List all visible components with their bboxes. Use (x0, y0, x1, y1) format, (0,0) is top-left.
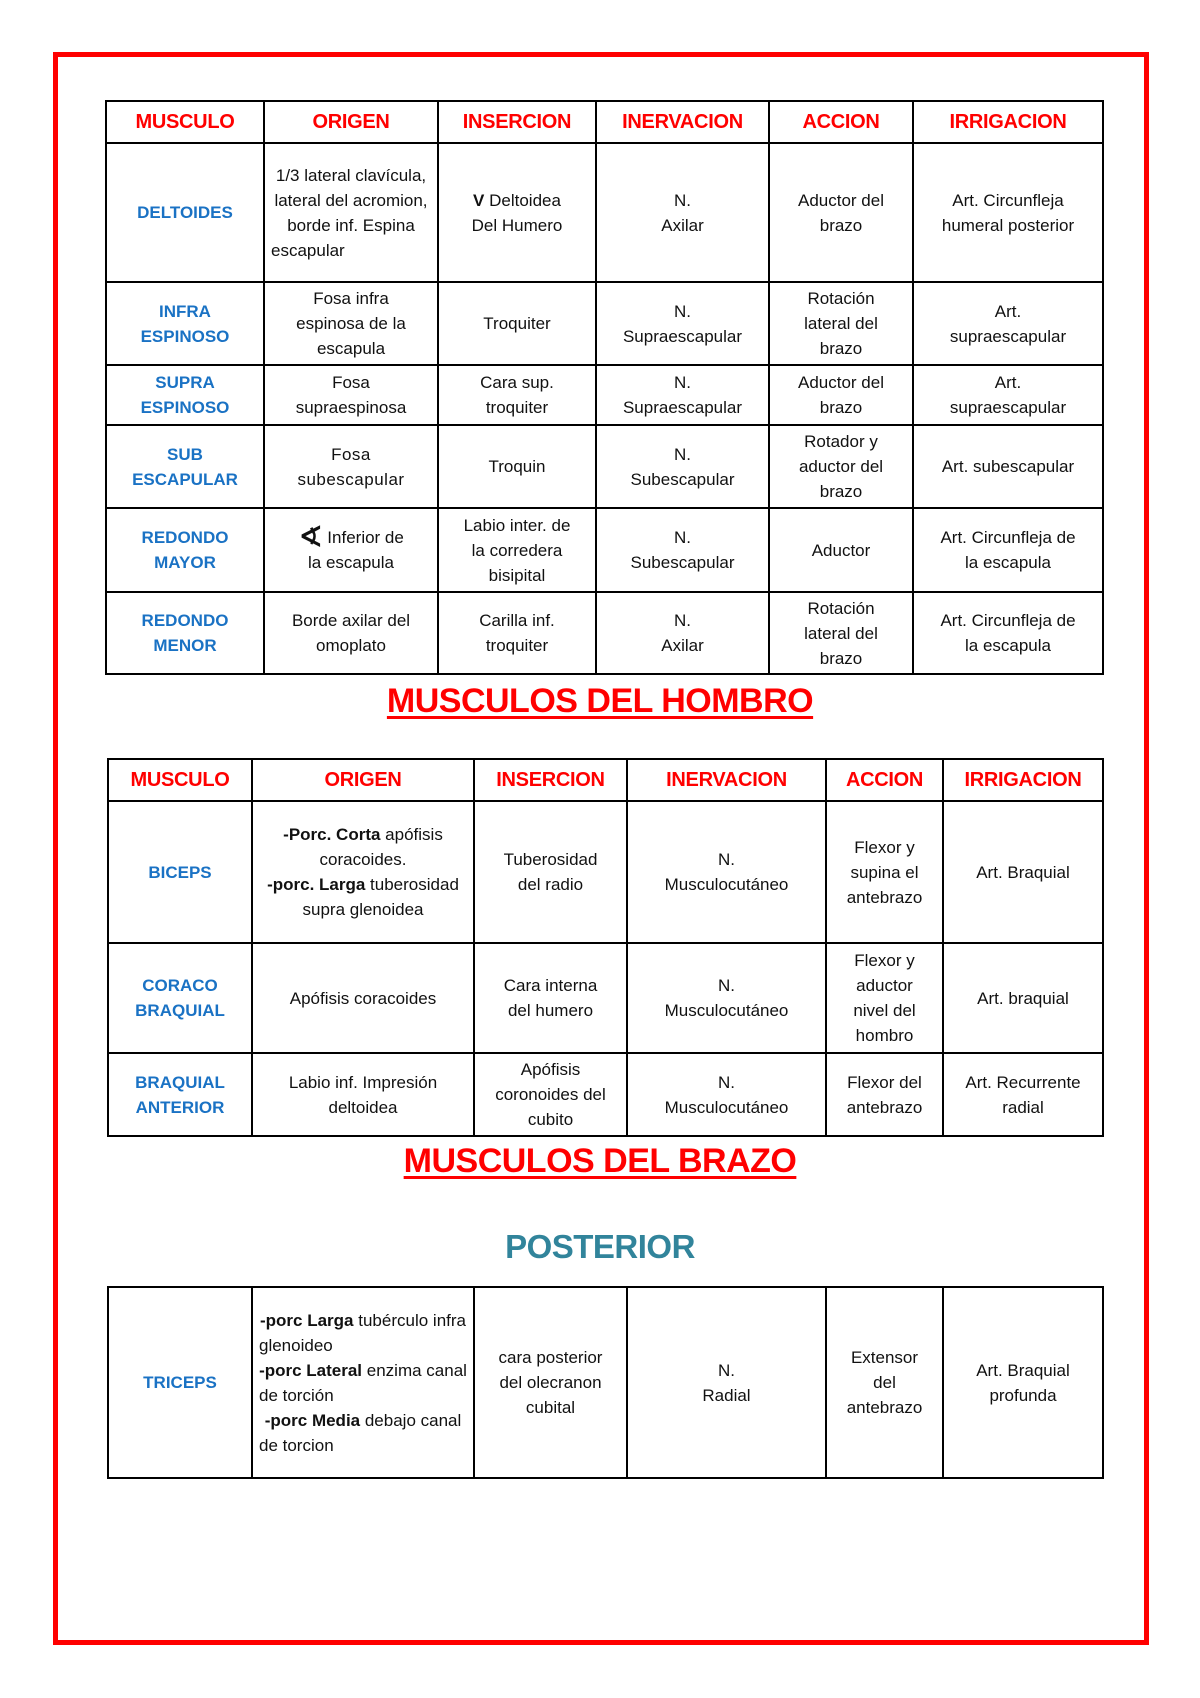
table-row (108, 943, 1103, 1053)
irrigation-cell (913, 365, 1103, 425)
origin-line: Fosa infra (313, 289, 389, 308)
insertion-line: Deltoidea (489, 190, 561, 210)
action-cell (826, 801, 943, 943)
origin-cell (264, 508, 438, 592)
irrigation-cell (913, 282, 1103, 365)
muscle-name (108, 943, 252, 1053)
origin-cell (252, 1053, 474, 1136)
innervation-line: N. (718, 850, 735, 869)
origin-line: escapula (316, 339, 386, 358)
muscle-name-line: REDONDO (141, 611, 229, 630)
insertion-line: troquiter (485, 636, 549, 655)
innervation-line: N. (674, 528, 691, 547)
action-cell (769, 143, 913, 282)
table-header-row (108, 759, 1103, 801)
section-title-text: MUSCULOS DEL HOMBRO (386, 682, 814, 720)
origin-line: Fosa (331, 444, 371, 464)
action-line: Flexor del (847, 1072, 922, 1092)
innervation-cell (596, 592, 769, 674)
action-line: Rotación (807, 598, 875, 618)
innervation-cell (596, 365, 769, 425)
insertion-cell (438, 365, 596, 425)
insertion-cell (438, 592, 596, 674)
innervation-line: N. (718, 1072, 735, 1092)
irrigation-cell: Art. Braquial (943, 801, 1103, 943)
muscle-name (106, 425, 264, 508)
irrigation-cell: Art. braquial (943, 943, 1103, 1053)
muscle-name: TRICEPS (108, 1287, 252, 1478)
header-musculo: MUSCULO (106, 101, 264, 143)
innervation-line: N. (674, 190, 691, 210)
table-row (108, 1287, 1103, 1478)
innervation-cell (627, 1053, 826, 1136)
action-line: nivel del (853, 1001, 916, 1020)
origin-line: supraespinosa (295, 398, 407, 417)
shoulder-muscles-table (105, 100, 1104, 675)
muscle-name-line: ESPINOSO (140, 326, 230, 346)
action-line: antebrazo (846, 1398, 923, 1417)
insertion-line: cubital (525, 1398, 576, 1417)
action-line: brazo (819, 648, 863, 668)
action-line: lateral del (804, 623, 878, 643)
innervation-line: N. (674, 373, 691, 392)
table-row (106, 365, 1103, 425)
irrigation-cell (943, 1287, 1103, 1478)
angle-icon: ∢ (298, 521, 324, 554)
header-irrigacion: IRRIGACION (943, 759, 1103, 801)
innervation-line: N. (674, 444, 691, 464)
insertion-cell (438, 143, 596, 282)
insertion-line: Carilla inf. (479, 611, 555, 630)
origin-bold: -Porc. Corta (283, 825, 381, 844)
action-line: brazo (819, 215, 863, 235)
irrigation-line: supraescapular (949, 326, 1067, 346)
header-musculo: MUSCULO (108, 759, 252, 801)
origin-line: deltoidea (328, 1097, 398, 1117)
irrigation-cell (913, 143, 1103, 282)
origin-cell (264, 282, 438, 365)
innervation-line: Supraescapular (622, 398, 743, 417)
innervation-cell (627, 801, 826, 943)
innervation-cell (596, 508, 769, 592)
insertion-cell (474, 1053, 627, 1136)
muscle-name (106, 592, 264, 674)
irrigation-line: radial (1002, 1097, 1044, 1117)
table-row (108, 1053, 1103, 1136)
insertion-cell: Troquin (438, 425, 596, 508)
section-title-arm (0, 1142, 1200, 1181)
origin-text: apófisis coracoides. (319, 825, 443, 869)
muscle-name-line: CORACO (142, 976, 218, 995)
irrigation-line: Art. (994, 373, 1022, 392)
irrigation-line: profunda (989, 1385, 1057, 1405)
muscle-name-line: ANTERIOR (135, 1097, 225, 1117)
origin-line: espinosa de la (296, 314, 406, 333)
irrigation-line: Art. Braquial (976, 1360, 1070, 1380)
action-line: antebrazo (846, 1097, 923, 1117)
innervation-cell (596, 143, 769, 282)
origin-line: la escapula (307, 553, 394, 572)
muscle-name-line: SUPRA (155, 373, 215, 392)
action-cell (769, 425, 913, 508)
innervation-line: Musculocutáneo (664, 875, 789, 894)
insertion-cell (474, 1287, 627, 1478)
irrigation-line: la escapula (964, 553, 1051, 572)
origin-line: Inferior de (327, 528, 404, 547)
action-line: lateral del (804, 314, 878, 333)
origin-cell (252, 801, 474, 943)
header-accion: ACCION (769, 101, 913, 143)
action-line: antebrazo (846, 887, 923, 907)
action-cell (826, 1287, 943, 1478)
insertion-line: bisipital (488, 565, 546, 585)
muscle-name-line: BRAQUIAL (135, 1001, 225, 1020)
action-line: hombro (855, 1026, 914, 1045)
origin-text: tuberosidad supra glenoidea (302, 875, 459, 919)
action-line: supina el (850, 862, 919, 882)
insertion-line: Apófisis (520, 1060, 581, 1079)
action-line: brazo (819, 339, 863, 358)
table-row (106, 592, 1103, 674)
action-cell (826, 943, 943, 1053)
muscle-name (106, 508, 264, 592)
muscle-name (108, 1053, 252, 1136)
insertion-line: Cara sup. (480, 373, 554, 392)
header-insercion: INSERCION (438, 101, 596, 143)
header-inervacion: INERVACION (596, 101, 769, 143)
muscle-name-line: BRAQUIAL (135, 1072, 225, 1092)
insertion-line: del radio (517, 875, 584, 894)
muscle-name-line: MENOR (153, 636, 217, 655)
muscle-name-line: REDONDO (141, 528, 229, 547)
action-line: brazo (819, 398, 863, 417)
muscle-name-line: ESPINOSO (140, 398, 230, 417)
action-line: aductor (856, 976, 913, 995)
origin-text: debajo canal de torcion (259, 1410, 462, 1455)
innervation-line: N. (674, 611, 691, 630)
innervation-line: Musculocutáneo (664, 1001, 789, 1020)
origin-line: omoplato (316, 636, 386, 655)
origin-bold: -porc Media (264, 1410, 361, 1430)
action-line: Aductor del (798, 373, 884, 392)
muscle-name-line: ESCAPULAR (132, 469, 238, 489)
origin-cell (264, 592, 438, 674)
action-cell (769, 592, 913, 674)
action-cell: Aductor (769, 508, 913, 592)
section-title-text: MUSCULOS DEL BRAZO (403, 1142, 797, 1180)
irrigation-line: Art. Circunfleja (952, 190, 1064, 210)
header-inervacion: INERVACION (627, 759, 826, 801)
origin-cell (252, 1287, 474, 1478)
insertion-line: Del Humero (471, 215, 563, 235)
insertion-line: la corredera (471, 540, 563, 560)
table-row (106, 425, 1103, 508)
section-title-shoulder (0, 682, 1200, 721)
muscle-name (106, 282, 264, 365)
irrigation-line: Art. (994, 301, 1022, 321)
irrigation-cell (913, 508, 1103, 592)
irrigation-cell (913, 592, 1103, 674)
action-cell (769, 365, 913, 425)
action-line: aductor del (798, 457, 884, 476)
insertion-cell (474, 801, 627, 943)
header-insercion: INSERCION (474, 759, 627, 801)
action-line: Rotador y (804, 432, 878, 451)
arm-muscles-table (107, 758, 1104, 1137)
table-row (106, 508, 1103, 592)
table-header-row (106, 101, 1103, 143)
origin-line: subescapular (297, 469, 405, 489)
action-cell (769, 282, 913, 365)
muscle-name (106, 143, 264, 282)
origin-text: tubérculo infra glenoideo (259, 1310, 466, 1355)
irrigation-cell (943, 1053, 1103, 1136)
header-origen: ORIGEN (264, 101, 438, 143)
posterior-muscles-table (107, 1286, 1104, 1479)
origin-bold: -porc Lateral (259, 1360, 363, 1380)
muscle-name-line: SUB (167, 444, 203, 464)
irrigation-line: Art. Circunfleja de (940, 611, 1076, 630)
insertion-bold: V (473, 190, 485, 210)
origin-cell: Apófisis coracoides (252, 943, 474, 1053)
action-line: Rotación (807, 289, 875, 308)
origin-line: Labio inf. Impresión (288, 1072, 438, 1092)
innervation-line: Axilar (661, 636, 704, 655)
innervation-line: Axilar (661, 215, 704, 235)
origin-cell (264, 425, 438, 508)
innervation-cell (596, 282, 769, 365)
innervation-line: N. (674, 301, 691, 321)
innervation-line: Musculocutáneo (664, 1097, 789, 1117)
header-origen: ORIGEN (252, 759, 474, 801)
subsection-title-posterior: POSTERIOR (505, 1228, 695, 1265)
action-line: brazo (819, 482, 863, 501)
insertion-line: del humero (507, 1001, 594, 1020)
insertion-line: coronoides del (495, 1085, 606, 1104)
origin-line: Borde axilar del (291, 611, 411, 630)
irrigation-cell: Art. subescapular (913, 425, 1103, 508)
action-line: Aductor del (798, 190, 884, 210)
insertion-line: cubito (527, 1110, 574, 1129)
insertion-line: del olecranon (499, 1373, 602, 1392)
innervation-line: N. (718, 1360, 735, 1380)
origin-bold: -porc Larga (260, 1310, 354, 1330)
action-line: Extensor (850, 1348, 919, 1367)
muscle-name-line: MAYOR (154, 553, 216, 572)
muscle-name-line: DELTOIDES (137, 203, 233, 222)
origin-cell: 1/3 lateral clavícula, lateral del acromion, borde inf. Espina escapular (264, 143, 438, 282)
innervation-line: Subescapular (630, 469, 735, 489)
irrigation-line: Art. Circunfleja de (940, 528, 1076, 547)
innervation-cell (627, 943, 826, 1053)
insertion-line: Labio inter. de (463, 515, 571, 535)
table-row (108, 801, 1103, 943)
insertion-cell (474, 943, 627, 1053)
insertion-cell: Troquiter (438, 282, 596, 365)
muscle-name (106, 365, 264, 425)
origin-line: Fosa (332, 373, 370, 392)
table-row (106, 282, 1103, 365)
header-accion: ACCION (826, 759, 943, 801)
insertion-line: troquiter (485, 398, 549, 417)
action-line: del (873, 1373, 896, 1392)
irrigation-line: humeral posterior (941, 215, 1075, 235)
irrigation-line: la escapula (964, 636, 1051, 655)
action-cell (826, 1053, 943, 1136)
insertion-cell (438, 508, 596, 592)
irrigation-line: Art. Recurrente (965, 1072, 1081, 1092)
origin-text: enzima canal de torción (259, 1360, 467, 1405)
action-line: Flexor y (854, 837, 915, 857)
irrigation-line: supraescapular (949, 398, 1067, 417)
action-line: Flexor y (854, 951, 915, 970)
innervation-line: Radial (702, 1385, 751, 1405)
innervation-line: N. (718, 976, 735, 995)
table-row (106, 143, 1103, 282)
muscle-name: BICEPS (108, 801, 252, 943)
innervation-cell (596, 425, 769, 508)
innervation-cell (627, 1287, 826, 1478)
innervation-line: Subescapular (630, 553, 735, 572)
origin-cell (264, 365, 438, 425)
innervation-line: Supraescapular (622, 326, 743, 346)
insertion-line: Cara interna (503, 976, 598, 995)
insertion-line: Tuberosidad (503, 850, 598, 869)
header-irrigacion: IRRIGACION (913, 101, 1103, 143)
muscle-name-line: INFRA (159, 301, 211, 321)
origin-bold: -porc. Larga (267, 875, 366, 894)
insertion-line: cara posterior (498, 1348, 603, 1367)
